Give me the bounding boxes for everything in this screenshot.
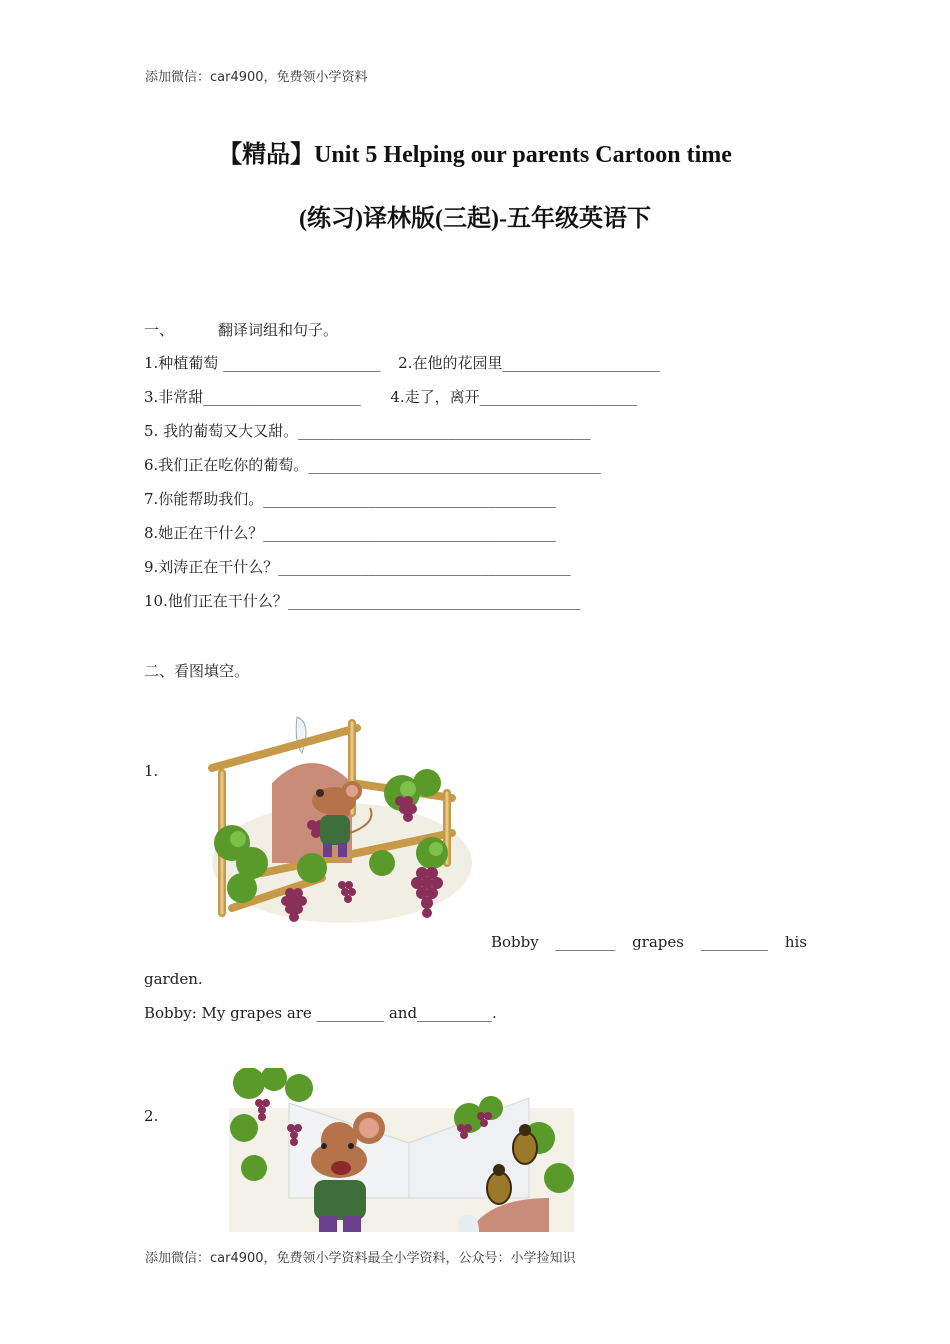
question-1-line3: Bobby: My grapes are _________ and__________.	[144, 1004, 497, 1022]
page-subtitle: (练习)译林版(三起)-五年级英语下	[299, 206, 651, 232]
q1-word-2: grapes	[632, 933, 684, 951]
question-2-number: 2.	[144, 1107, 159, 1125]
section1-label: 一、	[144, 321, 175, 339]
item-9: 9.刘涛正在干什么？_______________________________________	[144, 558, 571, 576]
q1-blank-2: _________	[700, 933, 769, 951]
q1-blank-1: ________	[555, 933, 616, 951]
item-3: 3.非常甜_____________________	[144, 388, 361, 406]
item-2: 2.在他的花园里_____________________	[398, 354, 660, 372]
section1-row	[144, 352, 660, 373]
question-1-line2: garden.	[144, 970, 203, 988]
item-10: 10.他们正在干什么？_______________________________________	[144, 592, 581, 610]
item-5: 5. 我的葡萄又大又甜。_______________________________________	[144, 422, 591, 440]
beetles-drawing	[229, 1068, 574, 1232]
section1-title: 翻译词组和句子。	[218, 321, 339, 339]
section1-heading	[144, 319, 338, 340]
grape-arbor-illustration	[202, 713, 478, 931]
section1-row	[144, 386, 637, 407]
section2-heading: 二、看图填空。	[144, 662, 250, 680]
grape-arbor-drawing	[202, 713, 478, 931]
item-8: 8.她正在干什么？_______________________________________	[144, 524, 556, 542]
q1-word-1: Bobby	[491, 933, 539, 951]
question-1-number: 1.	[144, 762, 159, 780]
q1-word-3: his	[784, 933, 807, 951]
page-title: 【精品】Unit 5 Helping our parents Cartoon time	[218, 142, 732, 168]
footer-note: 添加微信：car4900，免费领小学资料最全小学资料，公众号：小学捡知识	[145, 1251, 576, 1266]
beetles-illustration	[229, 1068, 574, 1232]
item-4: 4.走了，离开_____________________	[390, 388, 638, 406]
item-6: 6.我们正在吃你的葡萄。_______________________________________	[144, 456, 601, 474]
header-note: 添加微信：car4900，免费领小学资料	[145, 70, 368, 85]
question-1-fill-line	[491, 933, 807, 951]
item-7: 7.你能帮助我们。_______________________________________	[144, 490, 556, 508]
item-1: 1.种植葡萄 _____________________	[144, 354, 381, 372]
